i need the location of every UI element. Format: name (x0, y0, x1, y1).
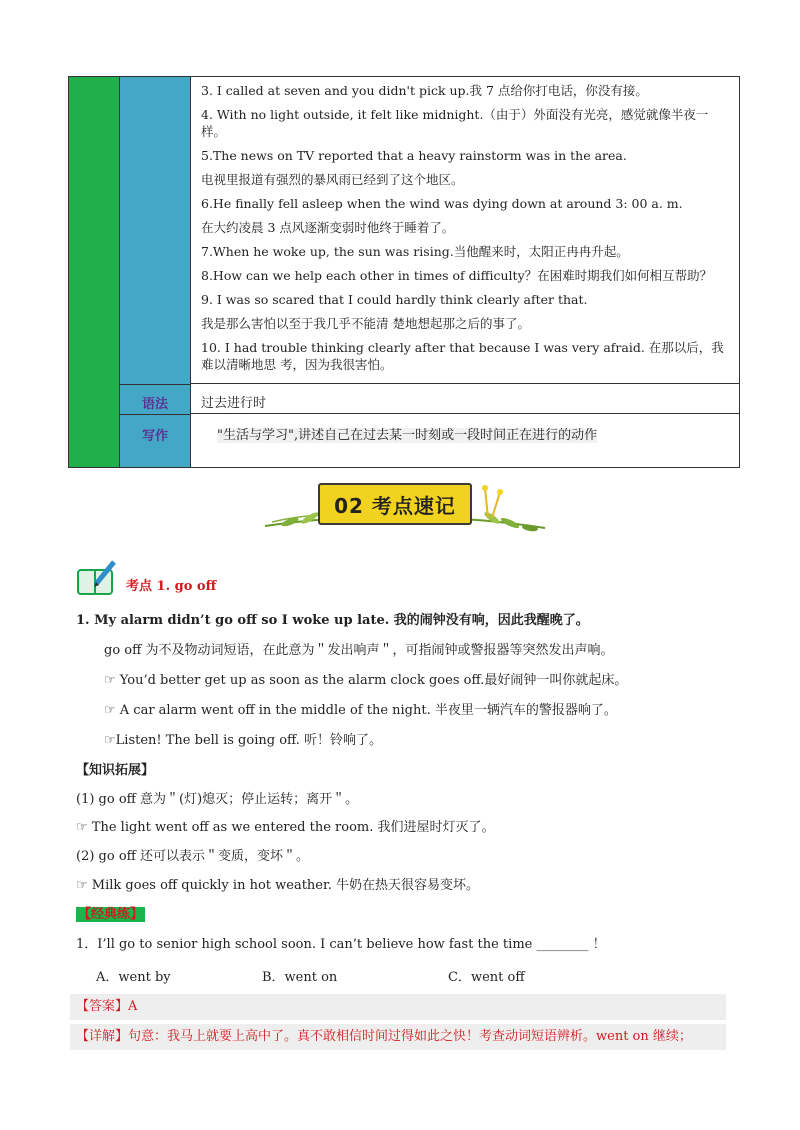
writing-value: "生活与学习",讲述自己在过去某一时刻或一段时间正在进行的动作 (217, 428, 598, 443)
detail-line: 【详解】句意：我马上就要上高中了。真不敢相信时间过得如此之快！考查动词短语辨析。went on 继续； (70, 1024, 726, 1050)
sentence-6: 6.He finally fell asleep when the wind was dying down at around 3: 00 a. m. (201, 196, 683, 211)
grammar-value: 过去进行时 (191, 384, 739, 414)
grammar-label: 语法 (120, 385, 190, 415)
sentence-8: 8.How can we help each other in times of difficulty？在困难时期我们如何相互帮助？ (201, 268, 713, 283)
vocab-table (68, 76, 740, 468)
extension-2: (2) go off 还可以表示＂变质，变坏＂。 (76, 849, 310, 864)
sentence-4: 4. With no light outside, it felt like midnight.（由于）外面没有光亮，感觉就像半夜一样。 (201, 107, 709, 139)
answer-line: 【答案】A (70, 994, 726, 1020)
banner-title: 02 考点速记 (318, 483, 472, 525)
example-1: ☞ You’d better get up as soon as the alarm clock goes off.最好闹钟一叫你就起床。 (104, 673, 628, 688)
practice-question: 1．I’ll go to senior high school soon. I can’t believe how fast the time ________ ！ (76, 937, 606, 952)
table-col-content (191, 77, 739, 467)
sentence-9: 9. I was so scared that I could hardly think clearly after that. (201, 292, 588, 307)
kaodian-title: 考点 1. go off (126, 579, 217, 594)
option-b: B．went on (262, 970, 338, 985)
sentence-5: 5.The news on TV reported that a heavy rainstorm was in the area. (201, 148, 627, 163)
sentence-list (191, 77, 739, 384)
writing-label: 写作 (142, 429, 169, 444)
knowledge-extension-heading: 【知识拓展】 (76, 763, 155, 778)
sentence-6-cn: 在大约凌晨 3 点风逐渐变弱时他终于睡着了。 (201, 220, 455, 235)
example-3: ☞Listen! The bell is going off. 听！铃响了。 (104, 733, 383, 748)
option-c: C．went off (448, 970, 525, 985)
kaodian-header (76, 560, 216, 596)
sentence-9-cn: 我是那么害怕以至于我几乎不能清 楚地想起那之后的事了。 (201, 316, 530, 331)
sentence-10: 10. I had trouble thinking clearly after that because I was very afraid. 在那以后，我难以清晰地思 考，因为我很害怕。 (201, 340, 724, 372)
sentence-7: 7.When he woke up, the sun was rising.当他醒来时，太阳正冉冉升起。 (201, 244, 629, 259)
extension-1-example: ☞ The light went off as we entered the room. 我们进屋时灯灭了。 (76, 820, 495, 835)
extension-1: (1) go off 意为＂(灯)熄灭；停止运转；离开＂。 (76, 792, 359, 807)
practice-heading: 【经典练】 (78, 907, 144, 922)
example-2: ☞ A car alarm went off in the middle of the night. 半夜里一辆汽车的警报器响了。 (104, 703, 617, 718)
option-a: A．went by (96, 970, 171, 985)
sentence-5-cn: 电视里报道有强烈的暴风雨已经到了这个地区。 (201, 172, 464, 187)
sentence-3: 3. I called at seven and you didn't pick up.我 7 点给你打电话，你没有接。 (201, 83, 648, 98)
section-banner (260, 478, 550, 538)
table-col-label (120, 77, 191, 467)
explanation: go off 为不及物动词短语，在此意为＂发出响声＂，可指闹钟或警报器等突然发出声响。 (104, 643, 614, 658)
notebook-pencil-icon (76, 560, 120, 596)
extension-2-example: ☞ Milk goes off quickly in hot weather. 牛奶在热天很容易变坏。 (76, 878, 480, 893)
example-sentence-1: 1. My alarm didn’t go off so I woke up late. 我的闹钟没有响，因此我醒晚了。 (76, 613, 589, 628)
table-col-category (69, 77, 120, 467)
